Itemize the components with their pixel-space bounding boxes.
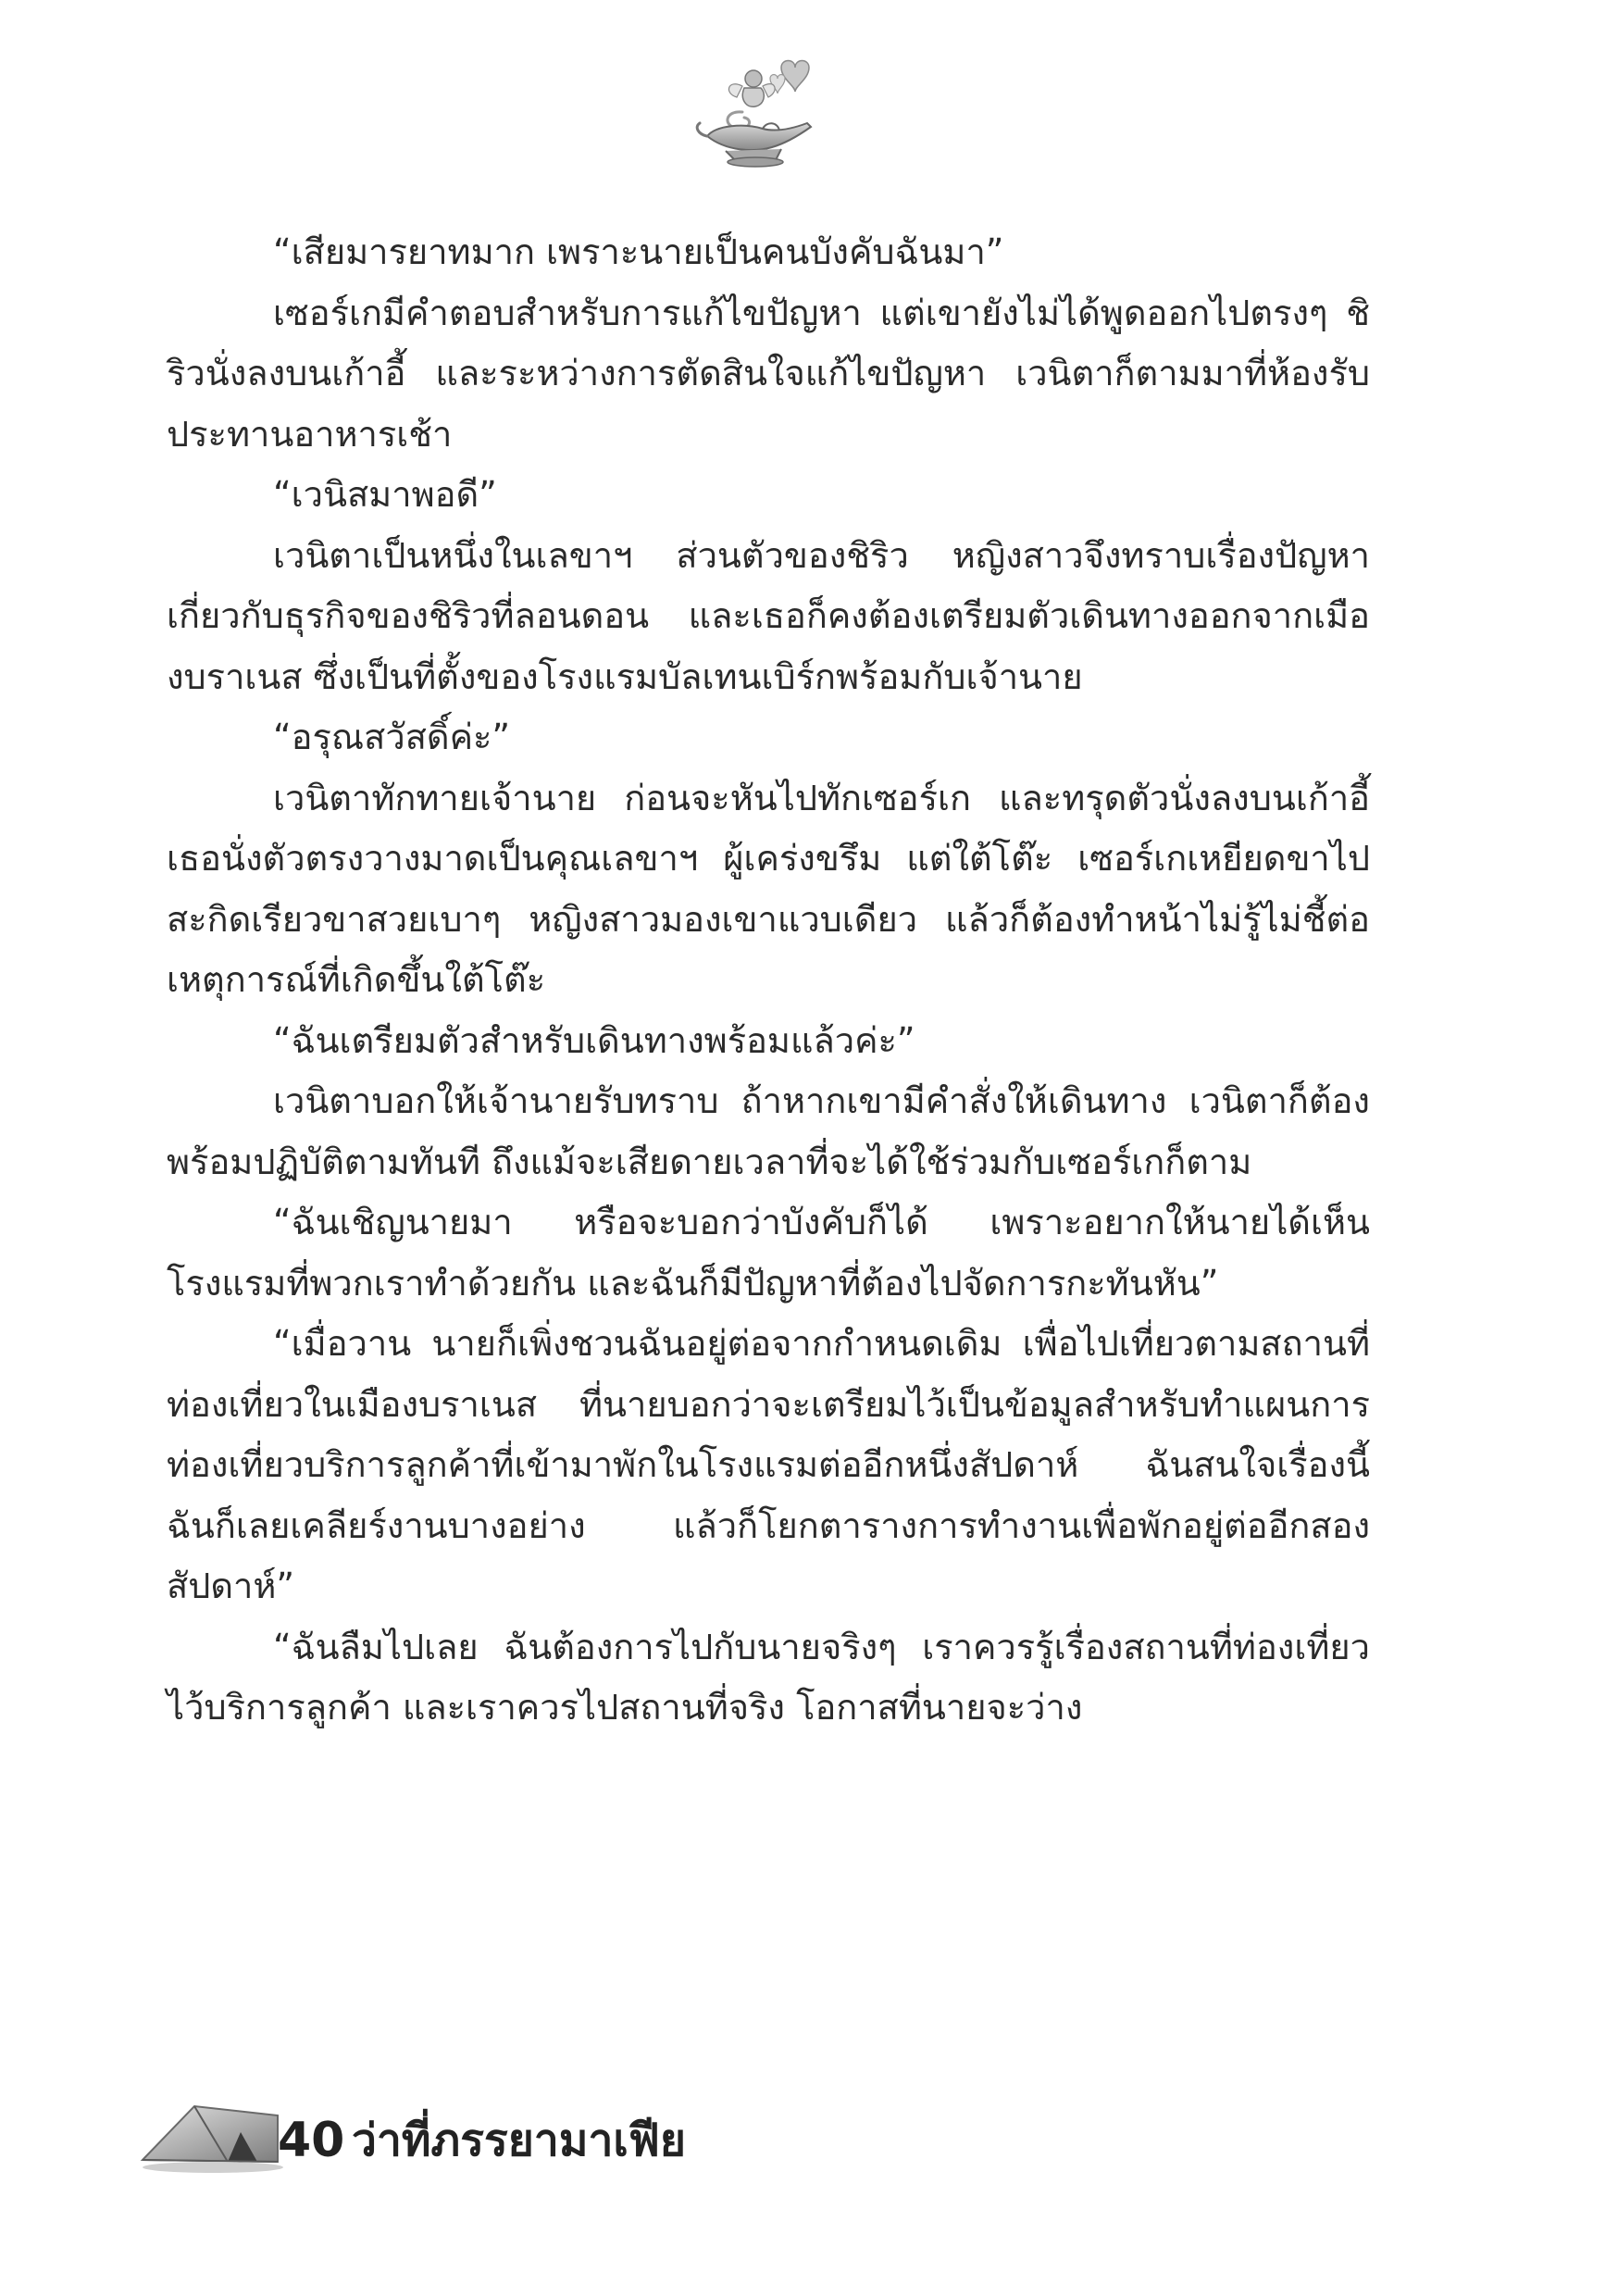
paragraph-11: “ฉันลืมไปเลย ฉันต้องการไปกับนายจริงๆ เราควรรู้เรื่องสถานที่ท่องเที่ยวไว้บริการลูกค้า และเราควรไปสถานที่จริง โอกาสที่นายจะว่าง [167,1626,1370,1728]
paragraph-1: “เสียมารยาทมาก เพราะนายเป็นคนบังคับฉันมา” [273,231,1004,272]
paragraph-3: “เวนิสมาพอดี” [273,474,497,515]
paragraph-8: เวนิตาบอกให้เจ้านายรับทราบ ถ้าหากเขามีคำสั่งให้เดินทาง เวนิตาก็ต้องพร้อมปฏิบัติตามทันที ถึงแม้จะเสียดายเวลาที่จะได้ใช้ร่วมกับเซอร์เกก็ตาม [167,1080,1370,1182]
page-number: 40 [278,2113,345,2168]
paragraph-6: เวนิตาทักทายเจ้านาย ก่อนจะหันไปทักเซอร์เก และทรุดตัวนั่งลงบนเก้าอี้ เธอนั่งตัวตรงวางมาดเป็นคุณเลขาฯ ผู้เคร่งขรึม แต่ใต้โต๊ะ เซอร์เกเหยียดขาไปสะกิดเรียวขาสวยเบาๆ หญิงสาวมองเขาแวบเดียว แล้วก็ต้องทำหน้าไม่รู้ไม่ชี้ต่อเหตุการณ์ที่เกิดขึ้นใต้โต๊ะ [167,777,1370,1000]
page-footer [139,2088,972,2190]
book-title: ว่าที่ภรรยามาเฟีย [352,2115,686,2166]
paragraph-9: “ฉันเชิญนายมา หรือจะบอกว่าบังคับก็ได้ เพราะอยากให้นายได้เห็นโรงแรมที่พวกเราทำด้วยกัน และฉันก็มีปัญหาที่ต้องไปจัดการกะทันหัน” [167,1202,1370,1304]
paragraph-7: “ฉันเตรียมตัวสำหรับเดินทางพร้อมแล้วค่ะ” [273,1019,915,1061]
tent-icon [139,2088,287,2180]
paragraph-2: เซอร์เกมีคำตอบสำหรับการแก้ไขปัญหา แต่เขายังไม่ได้พูดออกไปตรงๆ ชิริวนั่งลงบนเก้าอี้ และระหว่างการตัดสินใจแก้ไขปัญหา เวนิตาก็ตามมาที่ห้องรับประทานอาหารเช้า [167,292,1370,455]
paragraph-5: “อรุณสวัสดิ์ค่ะ” [273,717,511,757]
paragraph-10: “เมื่อวาน นายก็เพิ่งชวนฉันอยู่ต่อจากกำหนดเดิม เพื่อไปเที่ยวตามสถานที่ท่องเที่ยวในเมืองบราเนส ที่นายบอกว่าจะเตรียมไว้เป็นข้อมูลสำหรับทำแผนการท่องเที่ยวบริการลูกค้าที่เข้ามาพักในโรงแรมต่ออีกหนึ่งสัปดาห์ ฉันสนใจเรื่องนี้ ฉันก็เลยเคลียร์งานบางอย่าง แล้วก็โยกตารางการทำงานเพื่อพักอยู่ต่ออีกสองสัปดาห์” [167,1323,1370,1606]
paragraph-4: เวนิตาเป็นหนึ่งในเลขาฯ ส่วนตัวของชิริว หญิงสาวจึงทราบเรื่องปัญหาเกี่ยวกับธุรกิจของชิริวที่ลอนดอน และเธอก็คงต้องเตรียมตัวเดินทางออกจากเมืองบราเนส ซึ่งเป็นที่ตั้งของโรงแรมบัลเทนเบิร์กพร้อมกับเจ้านาย [167,534,1370,697]
magic-lamp-ornament-icon [689,51,828,171]
page-body-text [167,222,1370,1739]
